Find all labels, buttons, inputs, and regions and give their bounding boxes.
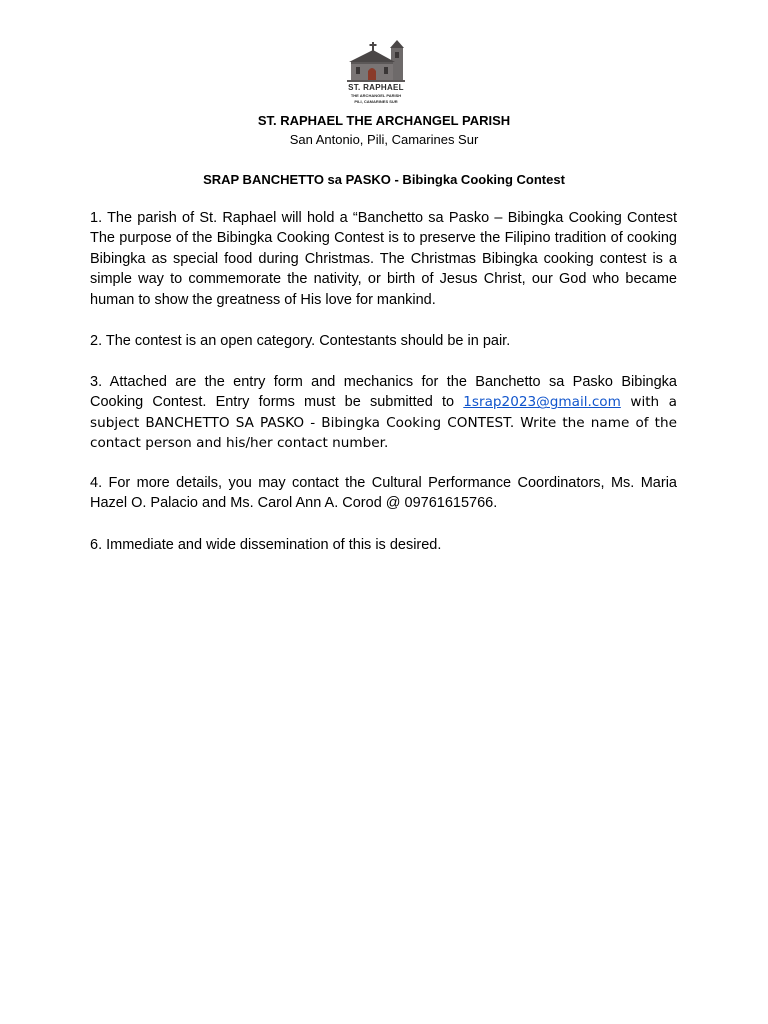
- parish-name: ST. RAPHAEL THE ARCHANGEL PARISH: [257, 113, 511, 128]
- logo-text-name: ST. RAPHAEL: [348, 83, 404, 92]
- church-icon: [343, 38, 409, 82]
- document-title: SRAP BANCHETTO sa PASKO - Bibingka Cooking Contest: [203, 172, 565, 187]
- parish-logo: [343, 38, 409, 106]
- paragraph-dissemination: 6. Immediate and wide dissemination of this is desired.: [90, 537, 442, 553]
- email-link[interactable]: 1srap2023@gmail.com: [463, 394, 621, 411]
- logo-text-parish: THE ARCHANGEL PARISH: [350, 93, 402, 98]
- parish-address: San Antonio, Pili, Camarines Sur: [289, 132, 479, 147]
- paragraph-submission: [90, 372, 677, 454]
- paragraph-submission-subject: with a subject BANCHETTO SA PASKO - Bibingka Cooking CONTEST. Write the name of the contact person and his/her contact number.: [90, 394, 677, 452]
- paragraph-contact: 4. For more details, you may contact the Cultural Performance Coordinators, Ms. Maria Hazel O. Palacio and Ms. Carol Ann A. Corod @ 09761615766.: [90, 475, 677, 512]
- paragraph-category: 2. The contest is an open category. Contestants should be in pair.: [90, 333, 511, 349]
- paragraph-purpose: 1. The parish of St. Raphael will hold a “Banchetto sa Pasko – Bibingka Cooking Contest The purpose of the Bibingka Cooking Contest is to preserve the Filipino tradition of cooking Bibingka as special food during Christmas. The Christmas Bibingka cooking contest is a simple way to commemorate the nativity, or birth of Jesus Christ, our God who became human to show the greatness of His love for mankind.: [90, 210, 677, 308]
- paragraph-submission-text: 3. Attached are the entry form and mechanics for the Banchetto sa Pasko Bibingka Cooking Contest. Entry forms must be submitted to: [90, 374, 677, 411]
- logo-text-location: PILI, CAMARINES SUR: [354, 99, 398, 104]
